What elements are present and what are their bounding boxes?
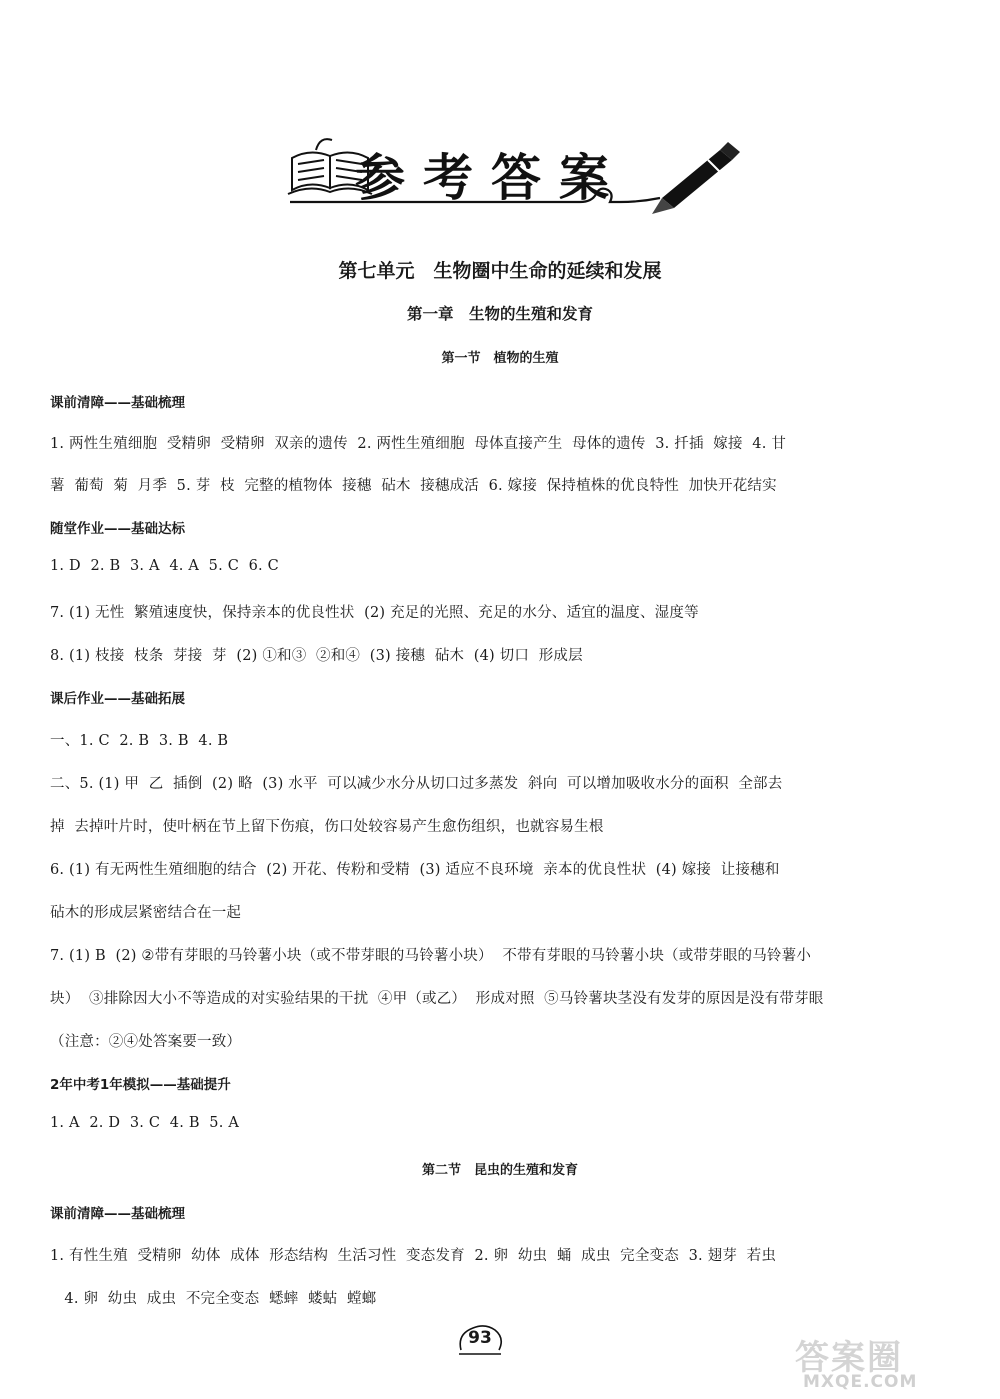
page-number: 93 [468, 1328, 492, 1348]
page-number-badge [455, 1320, 505, 1360]
section-title: 第一节 植物的生殖 [441, 351, 559, 366]
subsection-heading: 课后作业——基础拓展 [50, 691, 185, 707]
watermark-text: 答案圈 [795, 1338, 903, 1378]
answer-line: 1. 有性生殖 受精卵 幼体 成体 形态结构 生活习性 变态发育 2. 卵 幼虫 蛹 成虫 完全变态 3. 翅芽 若虫 [50, 1248, 777, 1264]
answer-line: 8. (1) 枝接 枝条 芽接 芽 (2) ①和③ ②和④ (3) 接穗 砧木 (4) 切口 形成层 [50, 648, 583, 664]
answer-line: 1. 两性生殖细胞 受精卵 受精卵 双亲的遗传 2. 两性生殖细胞 母体直接产生 母体的遗传 3. 扦插 嫁接 4. 甘 [50, 436, 787, 452]
pen-icon [652, 142, 740, 214]
answer-line: 掉 去掉叶片时，使叶柄在节上留下伤痕，伤口处较容易产生愈伤组织，也就容易生根 [50, 819, 604, 835]
answer-line: 7. (1) B (2) ②带有芽眼的马铃薯小块（或不带芽眼的马铃薯小块） 不带有芽眼的马铃薯小块（或带芽眼的马铃薯小 [50, 948, 812, 964]
answer-line: 薯 葡萄 菊 月季 5. 芽 枝 完整的植物体 接穗 砧木 接穗成活 6. 嫁接 保持植株的优良特性 加快开花结实 [50, 478, 777, 494]
answer-line: 4. 卵 幼虫 成虫 不完全变态 蟋蟀 蝼蛄 螳螂 [50, 1291, 377, 1307]
answer-line: 砧木的形成层紧密结合在一起 [50, 905, 242, 921]
answer-line: 块） ③排除因大小不等造成的对实验结果的干扰 ④甲（或乙） 形成对照 ⑤马铃薯块茎没有发芽的原因是没有带芽眼 [50, 991, 824, 1007]
page-title: 参考答案 [355, 148, 627, 207]
unit-title: 第七单元 生物圈中生命的延续和发展 [338, 260, 662, 282]
answer-line: 1. A 2. D 3. C 4. B 5. A [50, 1115, 240, 1131]
section-title: 第二节 昆虫的生殖和发育 [421, 1163, 578, 1178]
answer-line: 一、1. C 2. B 3. B 4. B [50, 733, 229, 749]
answer-line: （注意：②④处答案要一致） [50, 1034, 242, 1050]
chapter-title: 第一章 生物的生殖和发育 [406, 305, 593, 323]
answer-line: 6. (1) 有无两性生殖细胞的结合 (2) 开花、传粉和受精 (3) 适应不良环境 亲本的优良性状 (4) 嫁接 让接穗和 [50, 862, 780, 878]
subsection-heading: 课前清障——基础梳理 [50, 395, 185, 411]
subsection-heading: 课前清障——基础梳理 [50, 1206, 185, 1222]
watermark-url: MXQE.COM [803, 1372, 918, 1392]
subsection-heading: 随堂作业——基础达标 [50, 521, 185, 537]
answer-line: 二、5. (1) 甲 乙 插倒 (2) 略 (3) 水平 可以减少水分从切口过多蒸发 斜向 可以增加吸收水分的面积 全部去 [50, 776, 783, 792]
answer-line: 7. (1) 无性 繁殖速度快，保持亲本的优良性状 (2) 充足的光照、充足的水分、适宜的温度、湿度等 [50, 605, 699, 621]
watermark [795, 1330, 985, 1392]
subsection-heading: 2年中考1年模拟——基础提升 [50, 1077, 231, 1093]
answer-line: 1. D 2. B 3. A 4. A 5. C 6. C [50, 558, 279, 574]
